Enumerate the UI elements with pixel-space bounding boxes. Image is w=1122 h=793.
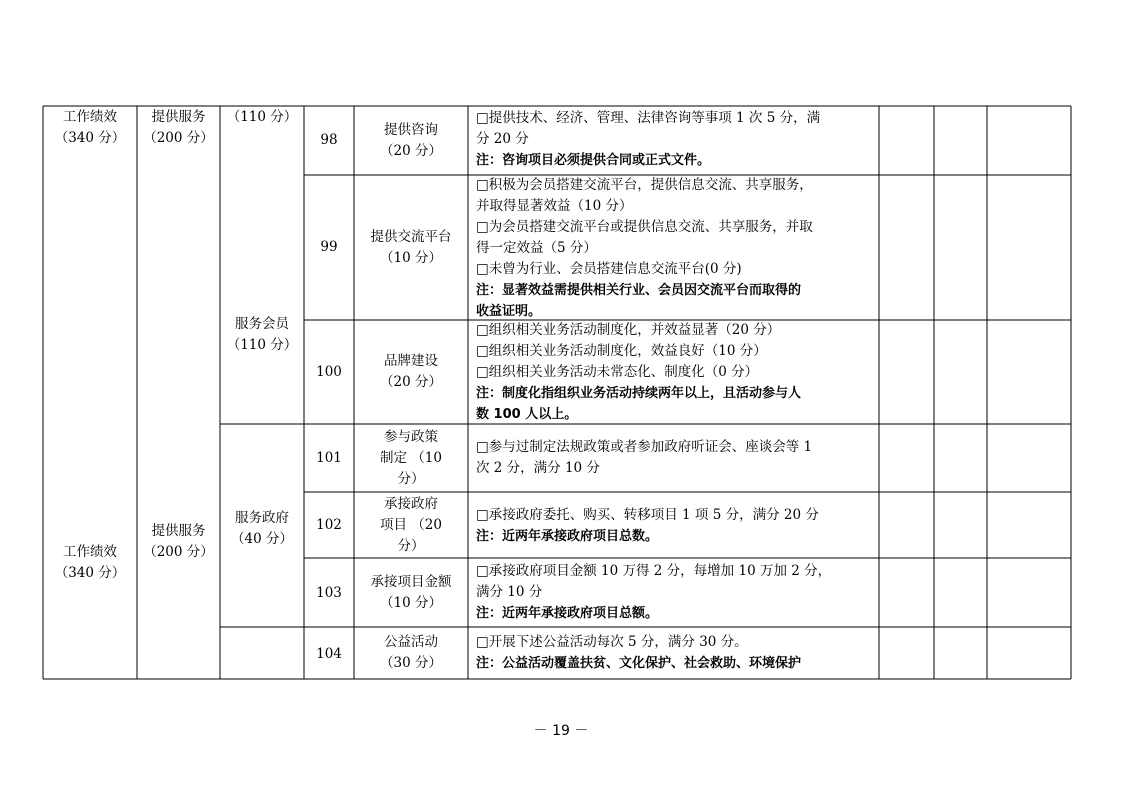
row-102-content: □承接政府委托、购买、转移项目 1 项 5 分，满分 20 分 注：近两年承接政府项目总数。 <box>476 507 819 544</box>
row-100-content: □组织相关业务活动制度化，并效益显著（20 分） □组织相关业务活动制度化，效益良好（10 分） □组织相关业务活动未常态化、制度化（0 分） 注：制度化指组织业务活动持续两年以上，且活动参与人 数 100 人以上。 <box>476 322 802 422</box>
row-103-item: 承接项目金额 （10 分） <box>370 574 452 611</box>
col3-members-label: 服务会员 （110 分） <box>226 316 298 353</box>
row-104-content: □开展下述公益活动每次 5 分，满分 30 分。 注：公益活动覆盖扶贫、文化保护、社会救助、环境保护 <box>476 634 802 671</box>
row-103-number: 103 <box>316 585 342 601</box>
row-104-number: 104 <box>316 646 342 662</box>
row-102-item: 承接政府 项目 （20 分） <box>380 496 442 554</box>
row-101-content: □参与过制定法规政策或者参加政府听证会、座谈会等 1 次 2 分，满分 10 分 <box>476 439 813 476</box>
row-99-number: 99 <box>320 239 338 255</box>
page-number: － 19 － <box>533 723 589 739</box>
row-104-item: 公益活动 （30 分） <box>380 634 442 671</box>
row-103-content: □承接政府项目金额 10 万得 2 分，每增加 10 万加 2 分， 满分 10 分 注：近两年承接政府项目总额。 <box>476 563 832 621</box>
col3-government-label: 服务政府 （40 分） <box>231 510 293 547</box>
row-101-number: 101 <box>316 450 342 466</box>
col1-top-label: 工作绩效 （340 分） <box>54 109 126 146</box>
row-98-content: □提供技术、经济、管理、法律咨询等事项 1 次 5 分，满 分 20 分 注：咨询项目必须提供合同或正式文件。 <box>476 110 821 168</box>
row-99-content: □积极为会员搭建交流平台，提供信息交流、共享服务， 并取得显著效益（10 分） □为会员搭建交流平台或提供信息交流、共享服务，并取 得一定效益（5 分） □未曾为行业、会员搭建信息交流平台(0 分) 注：显著效益需提供相关行业、会员因交流平台而取得的 收益证明。 <box>476 177 813 319</box>
row-100-item: 品牌建设 （20 分） <box>380 353 442 390</box>
col3-top-label: （110 分） <box>226 109 298 125</box>
row-101-item: 参与政策 制定 （10 分） <box>380 429 442 487</box>
row-100-number: 100 <box>316 364 342 380</box>
col2-top-label: 提供服务 （200 分） <box>143 109 214 146</box>
row-99-item: 提供交流平台 （10 分） <box>370 229 452 266</box>
col2-bottom-label: 提供服务 （200 分） <box>143 523 214 560</box>
row-102-number: 102 <box>316 517 342 533</box>
row-98-item: 提供咨询 （20 分） <box>380 122 442 159</box>
col1-bottom-label: 工作绩效 （340 分） <box>54 544 126 581</box>
row-98-number: 98 <box>320 132 338 148</box>
